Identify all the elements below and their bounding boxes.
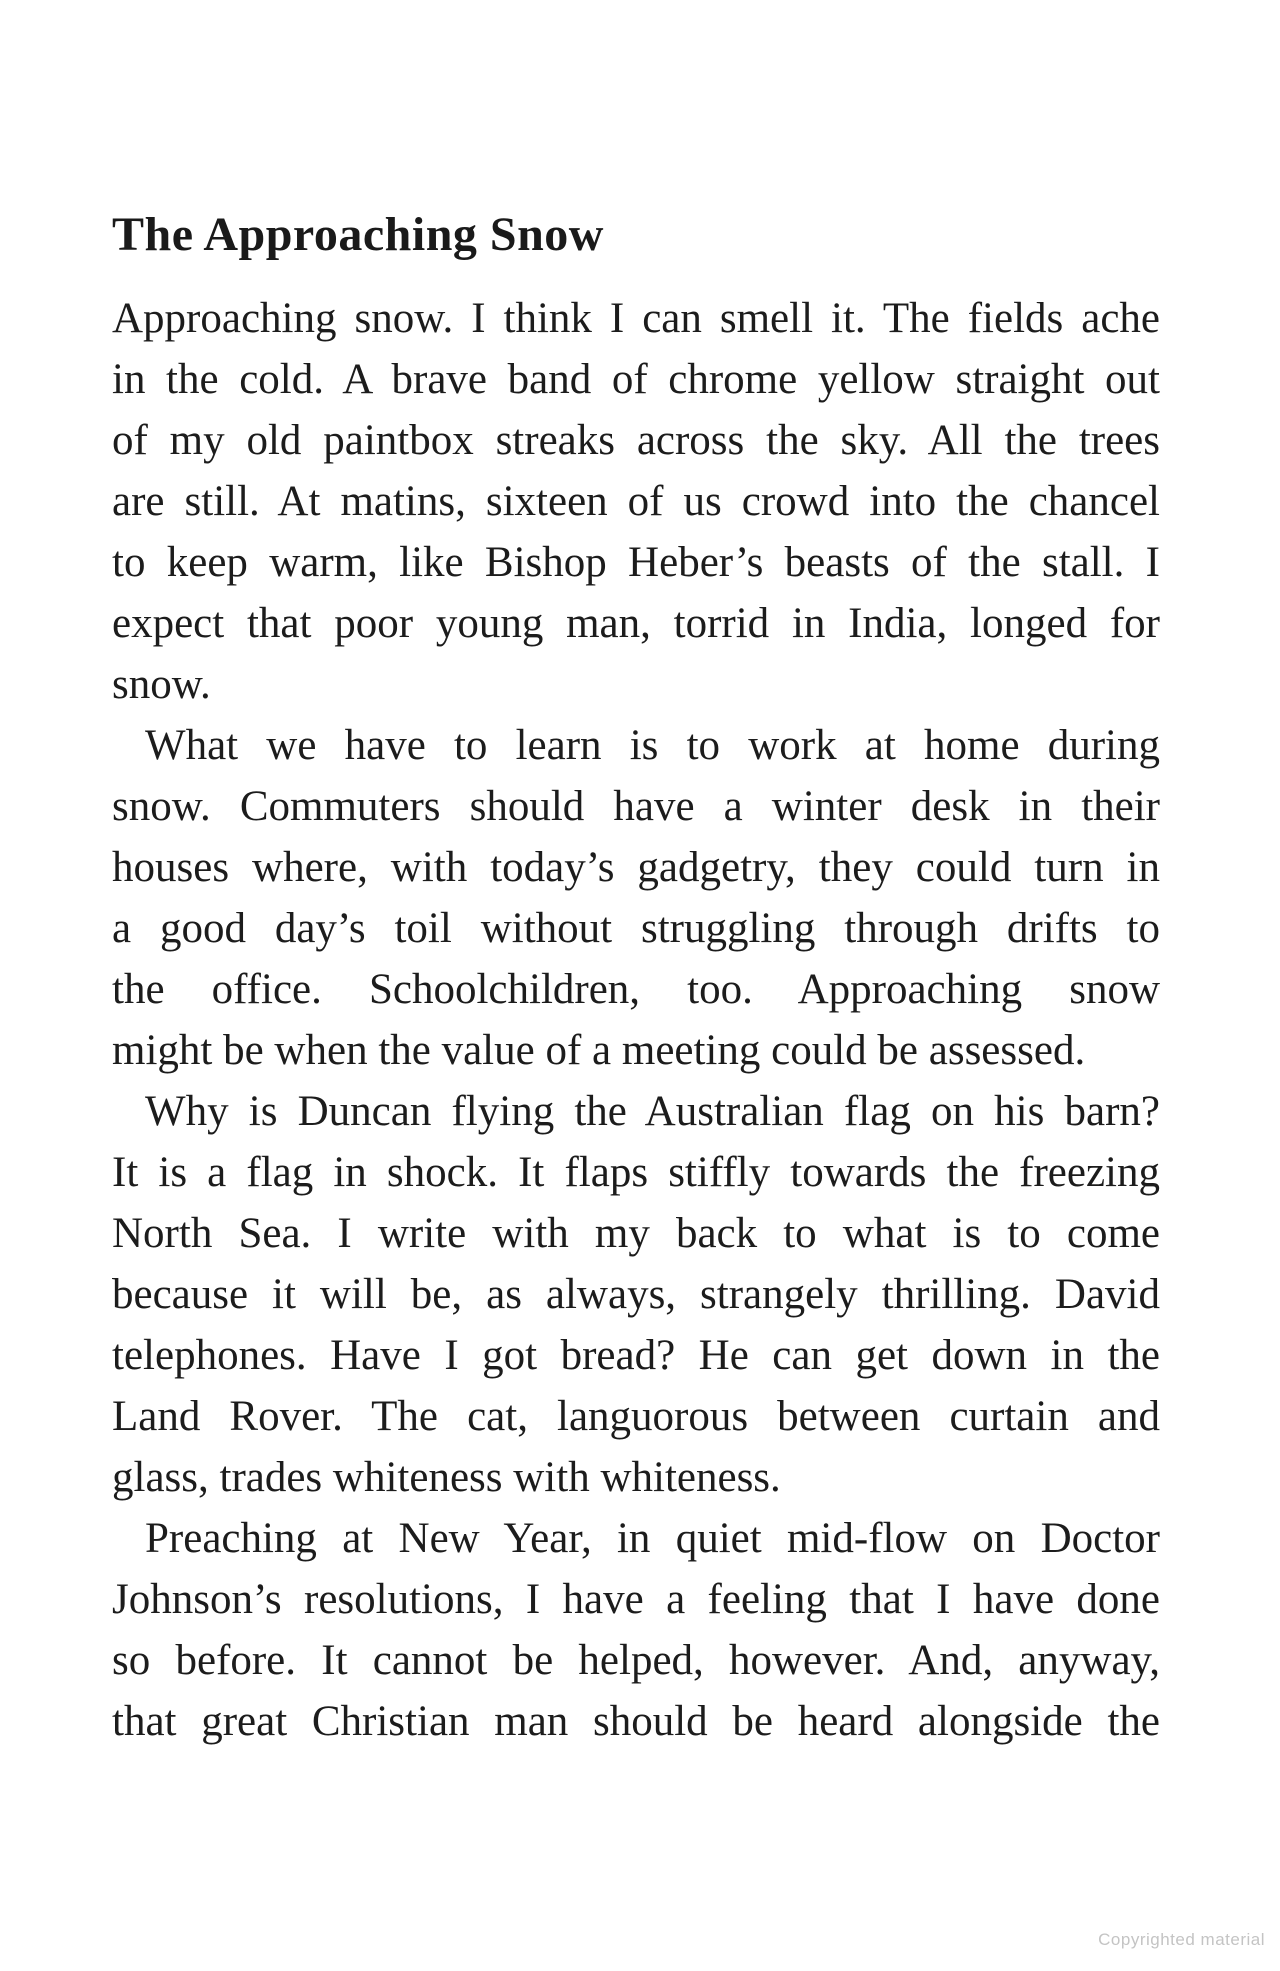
- chapter-body: [112, 288, 1160, 1752]
- paragraph: [112, 288, 1160, 715]
- text-line: houses where, with today’s gadgetry, they could turn in: [112, 844, 1160, 891]
- text-line: snow.: [112, 661, 211, 708]
- text-line: North Sea. I write with my back to what is to come: [112, 1210, 1160, 1257]
- paragraph: [112, 1081, 1160, 1508]
- text-line: Land Rover. The cat, languorous between curtain and: [112, 1393, 1160, 1440]
- text-line: Why is Duncan flying the Australian flag on his barn?: [145, 1088, 1160, 1135]
- text-line: because it will be, as always, strangely thrilling. David: [112, 1271, 1160, 1318]
- text-line: Johnson’s resolutions, I have a feeling that I have done: [112, 1576, 1160, 1623]
- text-line: in the cold. A brave band of chrome yellow straight out: [112, 356, 1160, 403]
- text-line: Preaching at New Year, in quiet mid-flow on Doctor: [145, 1515, 1160, 1562]
- text-line: telephones. Have I got bread? He can get down in the: [112, 1332, 1160, 1379]
- copyright-watermark: Copyrighted material: [1098, 1930, 1265, 1949]
- text-line: that great Christian man should be heard alongside the: [112, 1698, 1160, 1745]
- text-line: so before. It cannot be helped, however. And, anyway,: [112, 1637, 1160, 1684]
- text-line: of my old paintbox streaks across the sky. All the trees: [112, 417, 1160, 464]
- text-line: What we have to learn is to work at home during: [145, 722, 1160, 769]
- chapter-title: The Approaching Snow: [112, 208, 604, 262]
- text-line: expect that poor young man, torrid in India, longed for: [112, 600, 1160, 647]
- paragraph: [112, 1508, 1160, 1752]
- text-line: It is a flag in shock. It flaps stiffly towards the freezing: [112, 1149, 1160, 1196]
- text-line: glass, trades whiteness with whiteness.: [112, 1454, 781, 1501]
- text-line: Approaching snow. I think I can smell it. The fields ache: [112, 295, 1160, 342]
- text-line: to keep warm, like Bishop Heber’s beasts of the stall. I: [112, 539, 1160, 586]
- paragraph: [112, 715, 1160, 1081]
- text-line: a good day’s toil without struggling through drifts to: [112, 905, 1160, 952]
- text-line: snow. Commuters should have a winter desk in their: [112, 783, 1160, 830]
- text-line: the office. Schoolchildren, too. Approaching snow: [112, 966, 1160, 1013]
- text-line: might be when the value of a meeting could be assessed.: [112, 1027, 1086, 1074]
- text-line: are still. At matins, sixteen of us crowd into the chancel: [112, 478, 1160, 525]
